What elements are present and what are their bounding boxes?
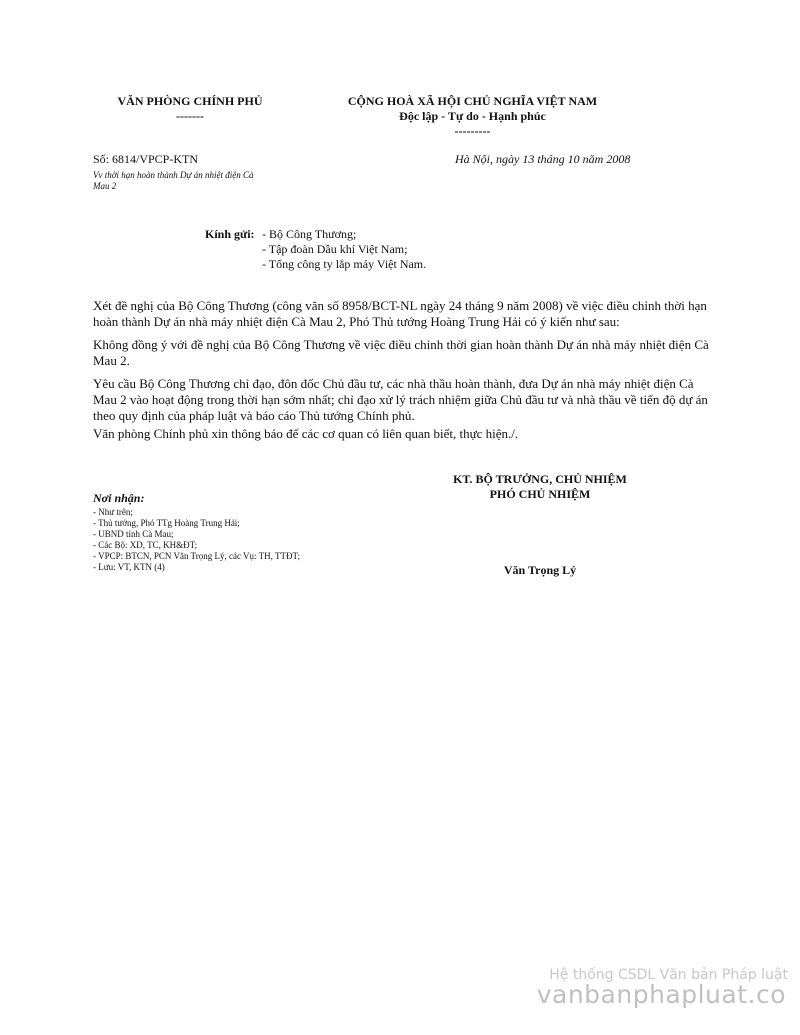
subject-line-2: Mau 2: [93, 181, 117, 191]
issuer-separator: -------: [176, 109, 204, 123]
signer-name: Văn Trọng Lý: [503, 563, 577, 577]
body-paragraph: Xét đề nghị của Bộ Công Thương (công văn số 8958/BCT-NL ngày 24 tháng 9 năm 2008) về việc điều chỉnh thời hạn hoàn thành Dự án nhà máy nhiệt điện Cà Mau 2, Phó Thủ tướng Hoàng Trung Hải có ý kiến như sau:: [93, 298, 707, 329]
distribution-item: - VPCP: BTCN, PCN Văn Trọng Lý, các Vụ: TH, TTĐT;: [93, 551, 300, 561]
signature-line-2: PHÓ CHỦ NHIỆM: [489, 487, 591, 501]
document-date: Hà Nội, ngày 13 tháng 10 năm 2008: [455, 152, 631, 166]
distribution-list: [93, 507, 300, 573]
subject-line-1: Vv thời hạn hoàn thành Dự án nhiệt điện Cà: [93, 170, 254, 180]
recipient-row: [205, 227, 426, 242]
country-name: CỘNG HOÀ XÃ HỘI CHỦ NGHĨA VIỆT NAM: [347, 94, 598, 108]
distribution-item: - Các Bộ: XD, TC, KH&ĐT;: [93, 540, 198, 550]
issuer-name: VĂN PHÒNG CHÍNH PHỦ: [117, 94, 263, 108]
recipient-row: [205, 257, 426, 272]
motto-separator: ---------: [454, 124, 491, 138]
document-number: Số: 6814/VPCP-KTN: [93, 152, 199, 166]
distribution-item: - UBND tỉnh Cà Mau;: [93, 529, 174, 539]
document-subject: [93, 170, 303, 192]
recipients-block: [205, 227, 426, 272]
distribution-title: Nơi nhận:: [93, 491, 145, 505]
recipient-item: - Tập đoàn Dầu khí Việt Nam;: [262, 242, 408, 256]
recipient-item: - Bộ Công Thương;: [262, 227, 357, 241]
signature-line-1: KT. BỘ TRƯỞNG, CHỦ NHIỆM: [453, 472, 627, 486]
body-paragraph: Văn phòng Chính phủ xin thông báo để các cơ quan có liên quan biết, thực hiện./.: [93, 426, 519, 441]
watermark-line-2: vanbanphapluat.co: [536, 980, 786, 1009]
motto: Độc lập - Tự do - Hạnh phúc: [399, 109, 546, 123]
signature-title: [420, 472, 660, 502]
distribution-item: - Thủ tướng, Phó TTg Hoàng Trung Hải;: [93, 518, 240, 528]
recipient-item: - Tổng công ty lắp máy Việt Nam.: [262, 257, 427, 271]
recipients-label: Kính gửi:: [205, 227, 255, 241]
recipient-row: [205, 242, 426, 257]
issuer-block: [95, 94, 285, 124]
body-paragraph: Yêu cầu Bộ Công Thương chỉ đạo, đôn đốc Chủ đầu tư, các nhà thầu hoàn thành, đưa Dự án nhà máy nhiệt điện Cà Mau 2 vào hoạt động trong thời hạn sớm nhất; chỉ đạo xử lý trách nhiệm giữa Chủ đầu tư và nhà thầu về tiến độ dự án theo quy định của pháp luật và báo cáo Thủ tướng Chính phủ.: [93, 376, 708, 423]
watermark-line-1: Hệ thống CSDL Văn bản Pháp luật: [549, 967, 788, 983]
distribution-item: - Như trên;: [93, 507, 133, 517]
distribution-item: - Lưu: VT, KTN (4): [93, 562, 165, 572]
national-header: [300, 94, 645, 139]
body-paragraph: Không đồng ý với đề nghị của Bộ Công Thương về việc điều chỉnh thời gian hoàn thành Dự án nhà máy nhiệt điện Cà Mau 2.: [93, 337, 709, 368]
